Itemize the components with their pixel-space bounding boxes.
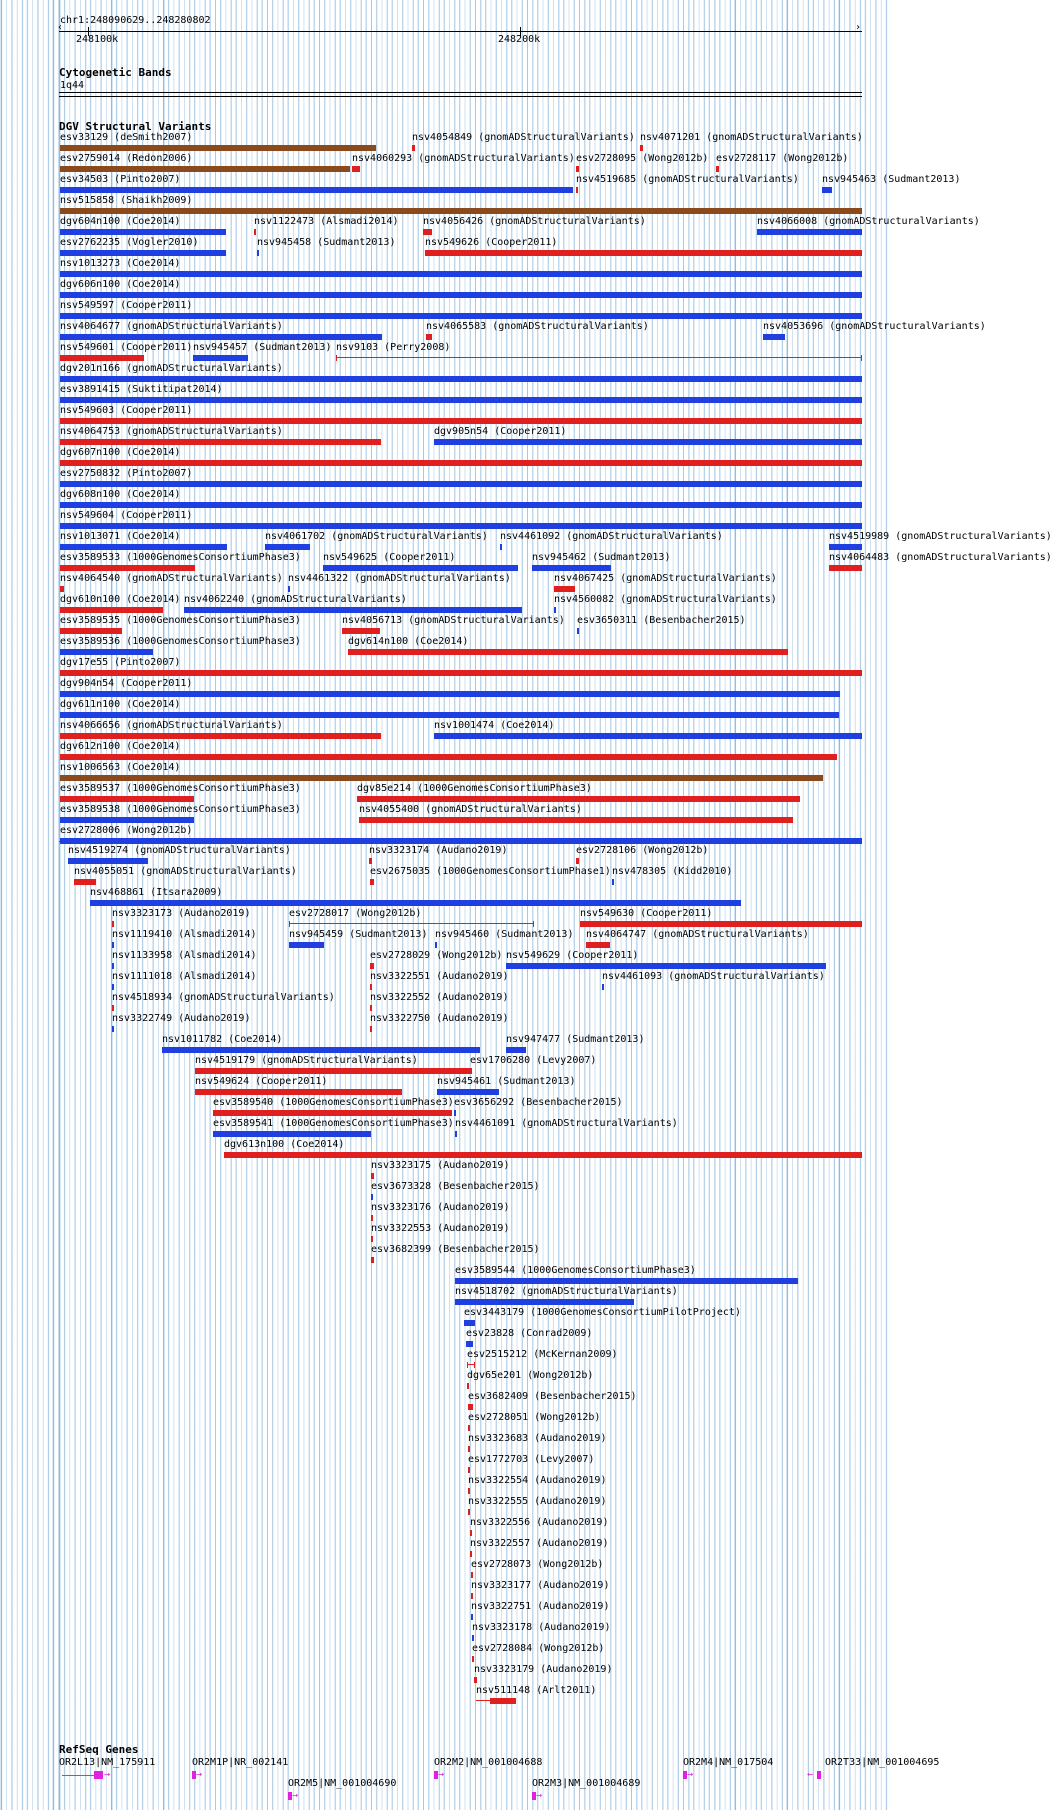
variant-label[interactable]: dgv904n54 (Cooper2011) [60,678,193,689]
variant-bar[interactable] [576,187,578,193]
variant-label[interactable]: esv1706280 (Levy2007) [470,1055,597,1066]
variant-bar[interactable] [60,691,840,697]
variant-label[interactable]: esv3682409 (Besenbacher2015) [468,1391,637,1402]
variant-bar[interactable] [60,586,64,592]
variant-label[interactable]: esv3589535 (1000GenomesConsortiumPhase3) [60,615,301,626]
variant-label[interactable]: nsv1111018 (Alsmadi2014) [112,971,257,982]
variant-bar[interactable] [455,1278,798,1284]
variant-label[interactable]: nsv478305 (Kidd2010) [612,866,733,877]
variant-bar[interactable] [455,1131,457,1137]
variant-bar[interactable] [60,607,163,613]
variant-label[interactable]: nsv4062240 (gnomADStructuralVariants) [184,594,407,605]
variant-bar[interactable] [342,628,380,634]
strand-arrow-icon: → [196,1769,203,1780]
variant-label[interactable]: esv2728029 (Wong2012b) [370,950,503,961]
variant-label[interactable]: nsv4519179 (gnomADStructuralVariants) [195,1055,418,1066]
variant-bar[interactable] [60,313,862,319]
strand-arrow-icon: → [687,1769,694,1780]
variant-label[interactable]: dgv613n100 (Coe2014) [224,1139,345,1150]
variant-label[interactable]: esv2728117 (Wong2012b) [716,153,849,164]
variant-label[interactable]: nsv4061702 (gnomADStructuralVariants) [265,531,488,542]
variant-label[interactable]: nsv4056713 (gnomADStructuralVariants) [342,615,565,626]
variant-bar[interactable] [60,565,195,571]
variant-bar[interactable] [162,1047,480,1053]
variant-bar[interactable] [60,145,376,151]
variant-label[interactable]: nsv4560082 (gnomADStructuralVariants) [554,594,777,605]
variant-label[interactable]: nsv549625 (Cooper2011) [323,552,456,563]
variant-bar[interactable] [455,1299,634,1305]
variant-bar[interactable] [470,1530,472,1536]
variant-label[interactable]: nsv4060293 (gnomADStructuralVariants) [352,153,575,164]
variant-bar[interactable] [60,544,227,550]
variant-label[interactable]: nsv4064747 (gnomADStructuralVariants) [586,929,809,940]
variant-label[interactable]: nsv945460 (Sudmant2013) [435,929,574,940]
variant-label[interactable]: esv3589533 (1000GenomesConsortiumPhase3) [60,552,301,563]
ruler-label-2: 248200k [498,34,541,45]
variant-label[interactable]: nsv4518702 (gnomADStructuralVariants) [455,1286,678,1297]
strand-arrow-icon: → [292,1790,299,1801]
variant-label[interactable]: esv23828 (Conrad2009) [466,1328,593,1339]
variant-bar[interactable] [371,1215,373,1221]
variant-label[interactable]: nsv549603 (Cooper2011) [60,405,193,416]
variant-bar[interactable] [352,166,360,172]
variant-label[interactable]: nsv4066656 (gnomADStructuralVariants) [60,720,283,731]
variant-bar[interactable] [60,187,573,193]
variant-label[interactable]: esv3891415 (Suktitipat2014) [60,384,223,395]
variant-label[interactable]: nsv3322553 (Audano2019) [371,1223,510,1234]
variant-label[interactable]: dgv905n54 (Cooper2011) [434,426,567,437]
variant-bar[interactable] [60,628,122,634]
variant-label[interactable]: nsv549597 (Cooper2011) [60,300,193,311]
variant-bar[interactable] [602,984,604,990]
variant-bar[interactable] [323,565,518,571]
variant-label[interactable]: esv3682399 (Besenbacher2015) [371,1244,540,1255]
variant-label[interactable]: nsv4065583 (gnomADStructuralVariants) [426,321,649,332]
variant-label[interactable]: nsv1006563 (Coe2014) [60,762,181,773]
variant-label[interactable]: dgv607n100 (Coe2014) [60,447,181,458]
variant-bar[interactable] [474,1677,477,1683]
variant-bar-end [336,355,337,361]
variant-bar[interactable] [60,775,823,781]
variant-bar[interactable] [90,900,741,906]
variant-bar[interactable] [112,963,114,969]
variant-bar[interactable] [426,334,432,340]
variant-bar[interactable] [423,229,432,235]
variant-bar[interactable] [60,397,862,403]
variant-bar[interactable] [254,229,256,235]
variant-bar[interactable] [506,963,826,969]
variant-bar-end [467,1362,468,1368]
variant-bar[interactable] [716,166,719,172]
variant-bar[interactable] [470,1551,472,1557]
variant-label[interactable]: nsv515858 (Shaikh2009) [60,195,193,206]
variant-bar[interactable] [60,649,153,655]
variant-label[interactable]: nsv3322750 (Audano2019) [370,1013,509,1024]
variant-label[interactable]: nsv3322551 (Audano2019) [370,971,509,982]
variant-bar[interactable] [454,1110,456,1116]
gene-label[interactable]: OR2M2|NM_001004688 [434,1757,543,1768]
variant-bar[interactable] [425,250,862,256]
variant-bar[interactable] [464,1320,475,1326]
variant-label[interactable]: dgv610n100 (Coe2014) [60,594,181,605]
variant-bar[interactable] [60,460,862,466]
gene-label[interactable]: OR2M3|NM_001004689 [532,1778,641,1789]
variant-label[interactable]: nsv1001474 (Coe2014) [434,720,555,731]
variant-bar[interactable] [60,376,862,382]
variant-label[interactable]: nsv4461322 (gnomADStructuralVariants) [288,573,511,584]
variant-label[interactable]: nsv3323683 (Audano2019) [468,1433,607,1444]
cytoband-label: 1q44 [60,80,85,91]
variant-bar[interactable] [763,334,785,340]
variant-label[interactable]: nsv3322556 (Audano2019) [470,1517,609,1528]
gene-exon [817,1771,821,1779]
variant-label[interactable]: dgv85e214 (1000GenomesConsortiumPhase3) [357,783,592,794]
variant-label[interactable]: nsv3323173 (Audano2019) [112,908,251,919]
variant-label[interactable]: nsv3322552 (Audano2019) [370,992,509,1003]
variant-bar[interactable] [370,879,374,885]
variant-bar[interactable] [193,355,248,361]
variant-label[interactable]: nsv1013071 (Coe2014) [60,531,181,542]
variant-bar[interactable] [60,355,144,361]
variant-bar-end [474,1362,475,1368]
variant-bar[interactable] [60,292,862,298]
variant-bar[interactable] [112,942,114,948]
variant-label[interactable]: esv3656292 (Besenbacher2015) [454,1097,623,1108]
variant-bar[interactable] [434,733,862,739]
variant-label[interactable]: nsv945457 (Sudmant2013) [193,342,332,353]
variant-bar[interactable] [60,523,862,529]
variant-label[interactable]: nsv549624 (Cooper2011) [195,1076,328,1087]
variant-label[interactable]: esv2750832 (Pinto2007) [60,468,193,479]
variant-label[interactable]: nsv511148 (Arlt2011) [476,1685,597,1696]
variant-label[interactable]: esv2728106 (Wong2012b) [576,845,709,856]
variant-bar[interactable] [68,858,148,864]
dgv-track-title: DGV Structural Variants [59,120,212,133]
variant-bar[interactable] [60,166,350,172]
variant-label[interactable]: nsv3323176 (Audano2019) [371,1202,510,1213]
variant-bar[interactable] [60,817,194,823]
variant-bar[interactable] [471,1593,473,1599]
variant-bar[interactable] [435,942,437,948]
strand-arrow-icon: → [536,1790,543,1801]
variant-bar[interactable] [468,1446,470,1452]
variant-label[interactable]: esv3589538 (1000GenomesConsortiumPhase3) [60,804,301,815]
variant-bar[interactable] [289,923,534,924]
variant-bar[interactable] [60,418,862,424]
variant-bar[interactable] [112,984,114,990]
variant-bar[interactable] [437,1089,499,1095]
variant-bar[interactable] [112,1026,114,1032]
variant-bar[interactable] [60,334,382,340]
variant-bar[interactable] [112,921,114,927]
strand-arrow-icon: ← [807,1769,814,1780]
variant-bar[interactable] [265,544,310,550]
gene-exon [94,1771,103,1779]
variant-bar[interactable] [468,1488,470,1494]
variant-bar[interactable] [371,1257,374,1263]
variant-bar[interactable] [468,1404,473,1410]
variant-label[interactable]: nsv3322749 (Audano2019) [112,1013,251,1024]
variant-bar[interactable] [60,502,862,508]
variant-label[interactable]: nsv4053696 (gnomADStructuralVariants) [763,321,986,332]
ruler-right-arrow[interactable]: › [855,22,862,33]
variant-bar[interactable] [370,1026,372,1032]
variant-bar[interactable] [371,1173,374,1179]
variant-bar[interactable] [471,1572,473,1578]
variant-label[interactable]: nsv945458 (Sudmant2013) [257,237,396,248]
variant-label[interactable]: nsv4055051 (gnomADStructuralVariants) [74,866,297,877]
variant-bar[interactable] [822,187,832,193]
variant-bar[interactable] [60,838,862,844]
variant-bar[interactable] [74,879,96,885]
variant-label[interactable]: nsv945461 (Sudmant2013) [437,1076,576,1087]
variant-bar[interactable] [532,565,611,571]
variant-label[interactable]: nsv468861 (Itsara2009) [90,887,223,898]
variant-bar[interactable] [60,481,862,487]
variant-label[interactable]: nsv4518934 (gnomADStructuralVariants) [112,992,335,1003]
variant-label[interactable]: nsv4056426 (gnomADStructuralVariants) [423,216,646,227]
variant-label[interactable]: nsv4071201 (gnomADStructuralVariants) [640,132,863,143]
variant-bar[interactable] [288,586,290,592]
refseq-track-title: RefSeq Genes [59,1743,139,1756]
variant-bar[interactable] [640,145,643,151]
variant-bar-end [861,355,862,361]
variant-label[interactable]: esv2728017 (Wong2012b) [289,908,422,919]
variant-bar[interactable] [184,607,522,613]
variant-label[interactable]: nsv9103 (Perry2008) [336,342,451,353]
variant-label[interactable]: esv3673328 (Besenbacher2015) [371,1181,540,1192]
variant-label[interactable]: nsv945462 (Sudmant2013) [532,552,671,563]
variant-label[interactable]: esv2728051 (Wong2012b) [468,1412,601,1423]
variant-label[interactable]: nsv549604 (Cooper2011) [60,510,193,521]
variant-label[interactable]: nsv549629 (Cooper2011) [506,950,639,961]
ruler-axis [59,31,862,32]
variant-label[interactable]: nsv1013273 (Coe2014) [60,258,181,269]
strand-arrow-icon: → [438,1769,445,1780]
variant-label[interactable]: nsv1119410 (Alsmadi2014) [112,929,257,940]
variant-label[interactable]: dgv17e55 (Pinto2007) [60,657,181,668]
variant-label[interactable]: dgv604n100 (Coe2014) [60,216,181,227]
variant-label[interactable]: esv2675035 (1000GenomesConsortiumPhase1) [370,866,611,877]
variant-bar[interactable] [224,1152,862,1158]
variant-bar[interactable] [576,858,579,864]
variant-label[interactable]: esv2762235 (Vogler2010) [60,237,199,248]
variant-bar[interactable] [289,942,324,948]
variant-bar[interactable] [580,921,862,927]
variant-bar[interactable] [506,1047,526,1053]
position-readout: chr1:248090629..248280802 [60,15,211,26]
variant-bar[interactable] [60,733,381,739]
cytoband-line-1 [59,92,862,93]
variant-label[interactable]: esv3589536 (1000GenomesConsortiumPhase3) [60,636,301,647]
variant-bar[interactable] [370,1005,372,1011]
variant-bar[interactable] [195,1089,402,1095]
variant-label[interactable]: dgv612n100 (Coe2014) [60,741,181,752]
variant-label[interactable]: esv33129 (deSmith2007) [60,132,193,143]
variant-label[interactable]: nsv4461092 (gnomADStructuralVariants) [500,531,723,542]
variant-bar[interactable] [371,1236,373,1242]
variant-bar[interactable] [213,1131,371,1137]
variant-label[interactable]: esv3589541 (1000GenomesConsortiumPhase3) [213,1118,454,1129]
variant-label[interactable]: nsv3322751 (Audano2019) [471,1601,610,1612]
variant-label[interactable]: nsv4461093 (gnomADStructuralVariants) [602,971,825,982]
variant-label[interactable]: esv3650311 (Besenbacher2015) [577,615,746,626]
variant-label[interactable]: nsv4066008 (gnomADStructuralVariants) [757,216,980,227]
variant-label[interactable]: nsv4055400 (gnomADStructuralVariants) [359,804,582,815]
gene-label[interactable]: OR2T33|NM_001004695 [825,1757,940,1768]
variant-bar[interactable] [359,817,793,823]
variant-bar[interactable] [60,670,862,676]
cytoband-line-2 [59,96,862,97]
variant-label[interactable]: nsv1133958 (Alsmadi2014) [112,950,257,961]
variant-bar[interactable] [468,1425,470,1431]
variant-bar[interactable] [500,544,502,550]
variant-label[interactable]: nsv4064540 (gnomADStructuralVariants) [60,573,283,584]
variant-bar[interactable] [348,649,788,655]
gene-label[interactable]: OR2L13|NM_175911 [59,1757,156,1768]
variant-label[interactable]: nsv4067425 (gnomADStructuralVariants) [554,573,777,584]
variant-label[interactable]: esv3589537 (1000GenomesConsortiumPhase3) [60,783,301,794]
variant-bar[interactable] [60,754,837,760]
variant-label[interactable]: nsv945459 (Sudmant2013) [289,929,428,940]
variant-label[interactable]: esv2515212 (McKernan2009) [467,1349,618,1360]
variant-bar[interactable] [112,1005,114,1011]
variant-label[interactable]: nsv4519274 (gnomADStructuralVariants) [68,845,291,856]
gene-label[interactable]: OR2M1P|NR_002141 [192,1757,289,1768]
variant-label[interactable]: esv1772703 (Levy2007) [468,1454,595,1465]
variant-bar[interactable] [470,1068,472,1074]
variant-label[interactable]: nsv3322557 (Audano2019) [470,1538,609,1549]
variant-label[interactable]: nsv3322554 (Audano2019) [468,1475,607,1486]
variant-bar[interactable] [60,208,862,214]
variant-bar[interactable] [213,1110,452,1116]
variant-bar-end [533,921,534,927]
variant-label[interactable]: nsv549601 (Cooper2011) [60,342,193,353]
variant-bar[interactable] [829,565,862,571]
ruler-left-arrow[interactable]: ‹ [57,22,64,33]
variant-bar[interactable] [467,1383,469,1389]
variant-bar[interactable] [369,858,372,864]
variant-label[interactable]: nsv4519989 (gnomADStructuralVariants) [829,531,1052,542]
variant-bar[interactable] [586,942,610,948]
gene-label[interactable]: OR2M4|NM_017504 [683,1757,774,1768]
variant-label[interactable]: nsv3323177 (Audano2019) [471,1580,610,1591]
variant-label[interactable]: nsv1122473 (Alsmadi2014) [254,216,399,227]
variant-label[interactable]: nsv947477 (Sudmant2013) [506,1034,645,1045]
variant-label[interactable]: dgv65e201 (Wong2012b) [467,1370,594,1381]
variant-label[interactable]: esv3589544 (1000GenomesConsortiumPhase3) [455,1265,696,1276]
variant-bar[interactable] [576,166,579,172]
variant-bar[interactable] [612,879,614,885]
variant-bar[interactable] [60,439,381,445]
variant-label[interactable]: nsv4064483 (gnomADStructuralVariants) [829,552,1052,563]
variant-bar[interactable] [60,712,839,718]
variant-label[interactable]: nsv4064677 (gnomADStructuralVariants) [60,321,283,332]
variant-bar[interactable] [434,439,862,445]
variant-bar[interactable] [554,607,556,613]
variant-label[interactable]: esv2728073 (Wong2012b) [471,1559,604,1570]
variant-label[interactable]: nsv549626 (Cooper2011) [425,237,558,248]
variant-label[interactable]: nsv945463 (Sudmant2013) [822,174,961,185]
variant-bar[interactable] [357,796,800,802]
variant-bar[interactable] [371,1194,373,1200]
variant-bar[interactable] [472,1635,474,1641]
variant-label[interactable]: nsv3323178 (Audano2019) [472,1622,611,1633]
variant-label[interactable]: esv3589540 (1000GenomesConsortiumPhase3) [213,1097,454,1108]
variant-label[interactable]: esv2728095 (Wong2012b) [576,153,709,164]
variant-label[interactable]: dgv201n166 (gnomADStructuralVariants) [60,363,283,374]
variant-bar[interactable] [195,1068,470,1074]
variant-label[interactable]: esv3443179 (1000GenomesConsortiumPilotProject) [464,1307,741,1318]
variant-label[interactable]: esv2728006 (Wong2012b) [60,825,193,836]
variant-bar[interactable] [472,1656,474,1662]
variant-bar[interactable] [577,628,579,634]
variant-label[interactable]: nsv4461091 (gnomADStructuralVariants) [455,1118,678,1129]
variant-label[interactable]: nsv1011782 (Coe2014) [162,1034,283,1045]
variant-bar[interactable] [370,984,372,990]
variant-label[interactable]: nsv4064753 (gnomADStructuralVariants) [60,426,283,437]
variant-label[interactable]: esv2759014 (Redon2006) [60,153,193,164]
variant-bar[interactable] [370,963,374,969]
variant-label[interactable]: nsv4519685 (gnomADStructuralVariants) [576,174,799,185]
variant-bar[interactable] [60,796,194,802]
variant-bar[interactable] [336,357,862,358]
variant-bar[interactable] [757,229,862,235]
variant-bar[interactable] [471,1614,473,1620]
strand-arrow-icon: → [104,1769,111,1780]
variant-bar[interactable] [60,271,862,277]
variant-bar[interactable] [60,250,226,256]
variant-label[interactable]: dgv606n100 (Coe2014) [60,279,181,290]
cytoband-track-title: Cytogenetic Bands [59,66,172,79]
variant-label[interactable]: dgv611n100 (Coe2014) [60,699,181,710]
variant-bar[interactable] [468,1467,470,1473]
variant-label[interactable]: nsv3323175 (Audano2019) [371,1160,510,1171]
variant-bar[interactable] [60,229,226,235]
variant-label[interactable]: dgv614n100 (Coe2014) [348,636,469,647]
variant-label[interactable]: esv2728084 (Wong2012b) [472,1643,605,1654]
variant-label[interactable]: nsv3323179 (Audano2019) [474,1664,613,1675]
variant-label[interactable]: nsv3322555 (Audano2019) [468,1496,607,1507]
variant-label[interactable]: esv34503 (Pinto2007) [60,174,181,185]
variant-bar[interactable] [554,586,575,592]
variant-bar[interactable] [468,1509,470,1515]
variant-label[interactable]: nsv3323174 (Audano2019) [369,845,508,856]
variant-label[interactable]: dgv608n100 (Coe2014) [60,489,181,500]
variant-bar[interactable] [412,145,415,151]
variant-bar[interactable] [829,544,862,550]
ruler-label-1: 248100k [76,34,119,45]
gene-label[interactable]: OR2M5|NM_001004690 [288,1778,397,1789]
variant-bar-end [289,921,290,927]
variant-block [490,1698,516,1704]
variant-label[interactable]: nsv549630 (Cooper2011) [580,908,713,919]
variant-bar[interactable] [257,250,259,256]
variant-label[interactable]: nsv4054849 (gnomADStructuralVariants) [412,132,635,143]
variant-bar[interactable] [466,1341,473,1347]
